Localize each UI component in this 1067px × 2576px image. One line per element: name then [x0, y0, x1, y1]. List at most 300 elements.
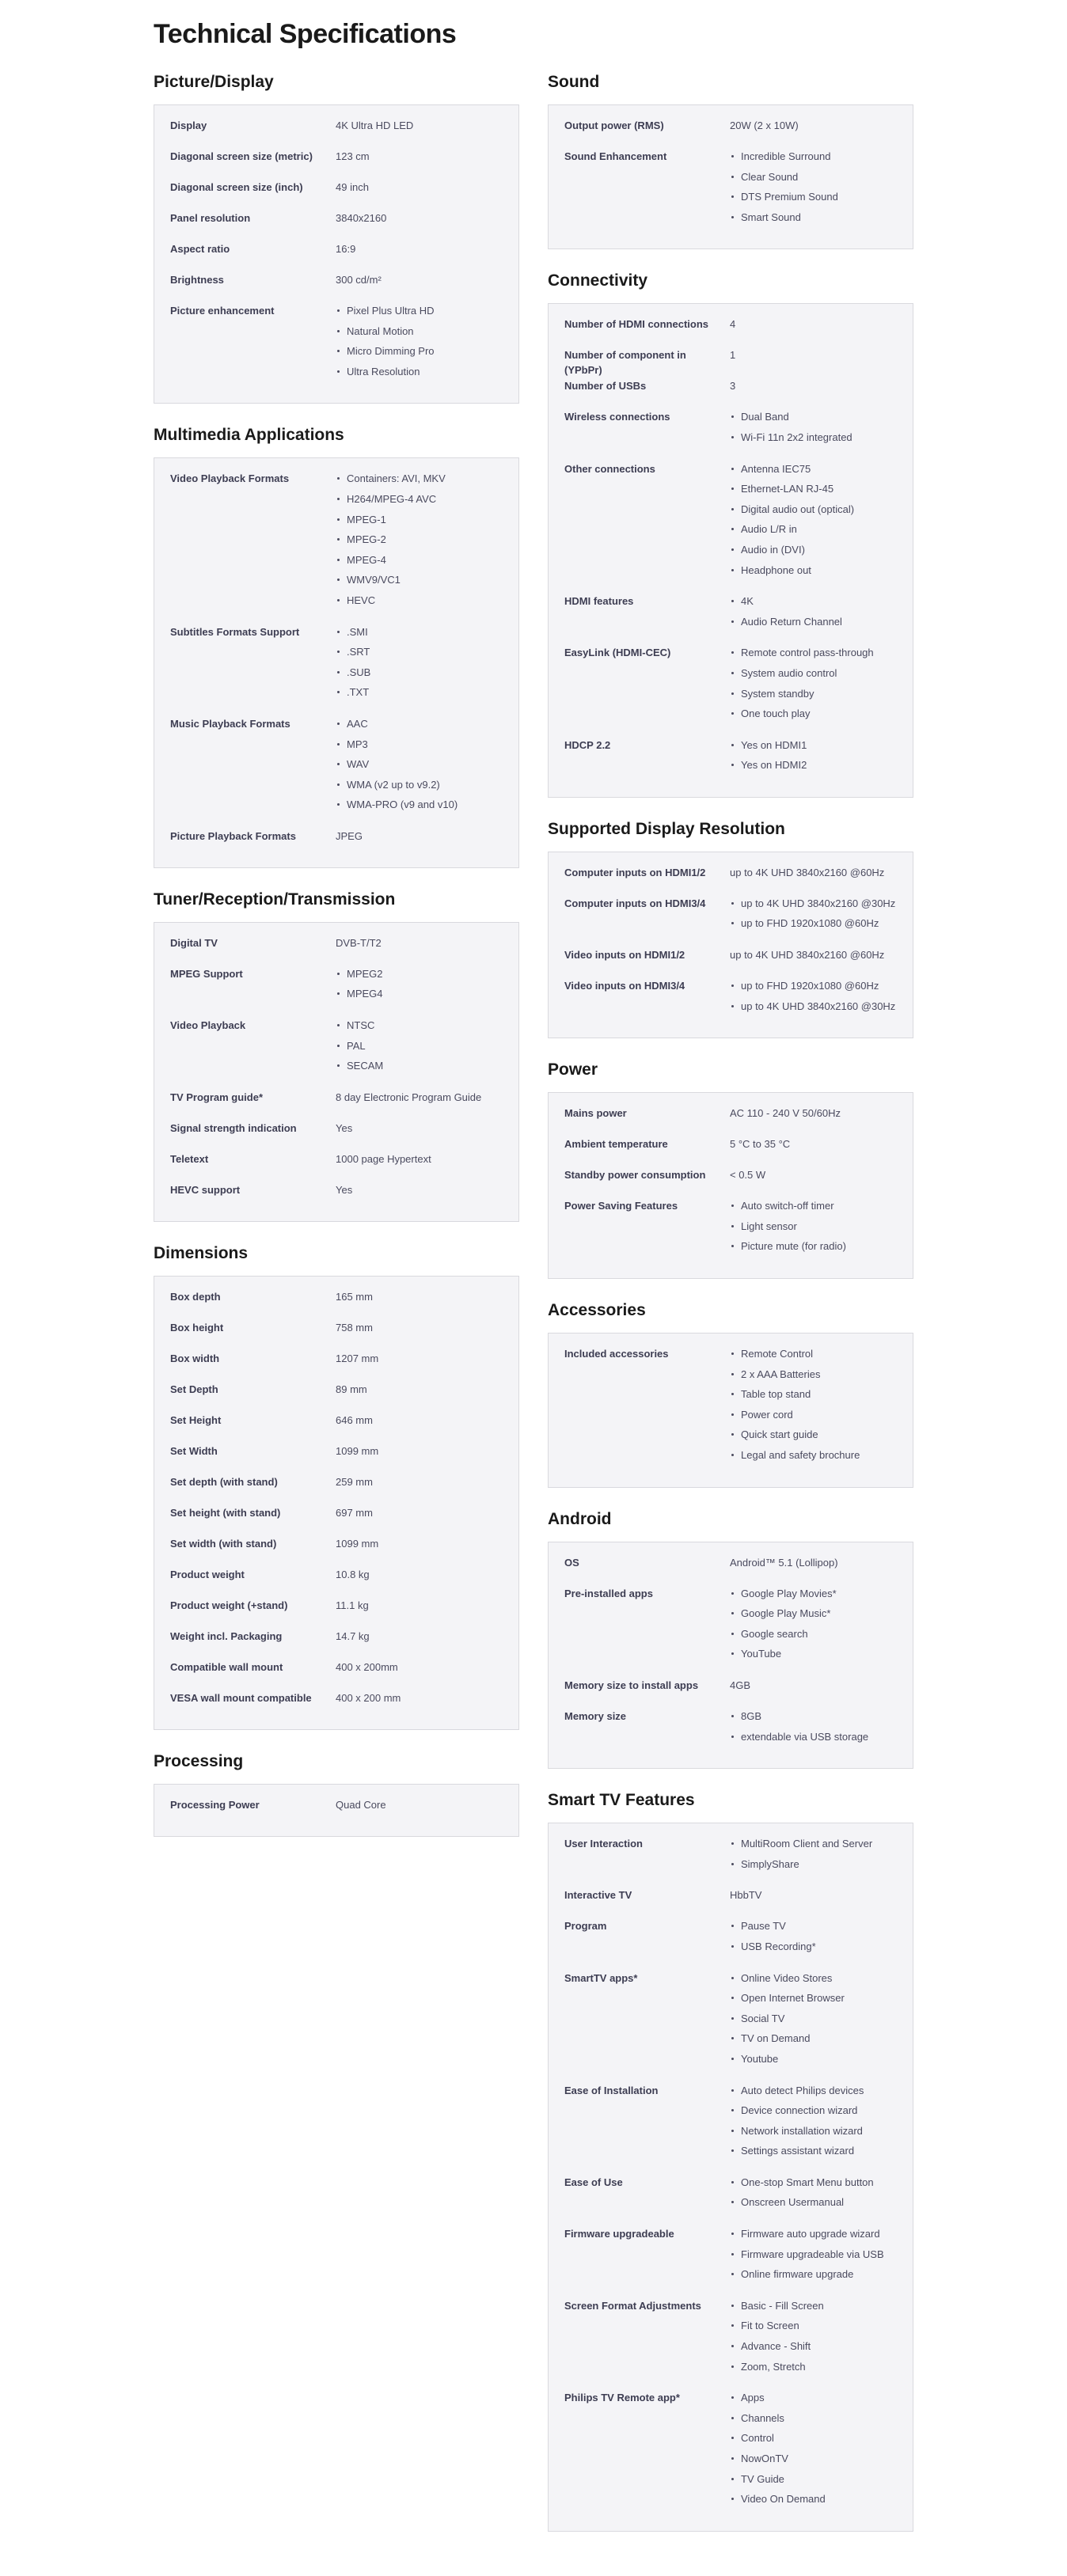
spec-value: 14.7 kg: [336, 1629, 370, 1642]
section-title: Sound: [548, 73, 600, 91]
spec-label: Teletext: [170, 1152, 209, 1165]
spec-value: 3840x2160: [336, 212, 387, 224]
spec-row: [170, 1121, 503, 1151]
list-item: H264/MPEG-4 AVC: [336, 491, 503, 506]
section-processing: [154, 1751, 519, 1837]
list-item: NTSC: [336, 1018, 503, 1033]
spec-card: [548, 1092, 913, 1279]
spec-label: Picture enhancement: [170, 305, 275, 317]
list-item: Table top stand: [730, 1387, 897, 1402]
spec-label: Video Playback: [170, 1019, 246, 1032]
list-item: WMA (v2 up to v9.2): [336, 777, 503, 792]
list-item: MPEG-1: [336, 512, 503, 527]
list-item: TV Guide: [730, 2472, 897, 2487]
list-item: Fit to Screen: [730, 2318, 897, 2333]
spec-value: [730, 149, 897, 230]
list-item: System standby: [730, 686, 897, 701]
spec-value: 8 day Electronic Program Guide: [336, 1091, 482, 1103]
spec-row: [170, 1690, 503, 1721]
list-item: .SUB: [336, 665, 503, 680]
spec-row: [564, 461, 897, 594]
spec-value: 300 cd/m²: [336, 274, 382, 286]
spec-value-list: [730, 594, 897, 629]
spec-value: [730, 978, 897, 1019]
spec-label: Video Playback Formats: [170, 472, 290, 485]
spec-value-list: [336, 966, 503, 1002]
spec-row: [564, 2175, 897, 2226]
spec-label: TV Program guide*: [170, 1091, 264, 1103]
spec-value: 123 cm: [336, 150, 370, 162]
spec-value: 758 mm: [336, 1321, 373, 1334]
section-smarttv: [548, 1789, 913, 2532]
spec-label: Output power (RMS): [564, 120, 664, 131]
spec-value: [730, 1836, 897, 1876]
spec-row: [170, 1320, 503, 1351]
spec-label: Video inputs on HDMI1/2: [564, 949, 685, 962]
spec-label: Box width: [170, 1352, 220, 1364]
spec-label: Number of USBs: [564, 380, 647, 393]
spec-label: Ease of Installation: [564, 2084, 659, 2096]
list-item: Ethernet-LAN RJ-45: [730, 481, 897, 496]
list-item: up to 4K UHD 3840x2160 @30Hz: [730, 896, 897, 911]
spec-value: < 0.5 W: [730, 1169, 766, 1182]
list-item: Wi-Fi 11n 2x2 integrated: [730, 430, 897, 445]
list-item: Audio in (DVI): [730, 542, 897, 557]
section-title: Power: [548, 1060, 598, 1079]
spec-row: [564, 1709, 897, 1760]
section-title: Picture/Display: [154, 73, 274, 91]
spec-value-list: [730, 2175, 897, 2210]
list-item: Settings assistant wizard: [730, 2143, 897, 2158]
spec-value-list: [730, 1836, 897, 1872]
spec-label: Number of HDMI connections: [564, 318, 709, 331]
list-item: Containers: AVI, MKV: [336, 471, 503, 486]
spec-card: [548, 303, 913, 798]
spec-row: [170, 1660, 503, 1690]
spec-label: VESA wall mount compatible: [170, 1691, 312, 1704]
list-item: Remote control pass-through: [730, 645, 897, 660]
list-item: 4K: [730, 594, 897, 609]
spec-value-list: [730, 738, 897, 773]
spec-value-list: [730, 1586, 897, 1662]
spec-label: Included accessories: [564, 1348, 669, 1360]
list-item: Audio L/R in: [730, 522, 897, 537]
spec-label: Memory size to install apps: [564, 1679, 699, 1691]
spec-label: Computer inputs on HDMI3/4: [564, 897, 706, 909]
list-item: Control: [730, 2430, 897, 2445]
spec-row: [564, 1136, 897, 1167]
spec-value: 697 mm: [336, 1506, 373, 1519]
list-item: SimplyShare: [730, 1857, 897, 1872]
spec-label: Set Height: [170, 1413, 222, 1426]
list-item: .TXT: [336, 685, 503, 700]
section-title: Dimensions: [154, 1243, 249, 1262]
spec-label: Ambient temperature: [564, 1138, 668, 1151]
spec-row: [170, 1182, 503, 1213]
spec-value: 11.1 kg: [336, 1599, 369, 1611]
spec-value-list: [730, 461, 897, 578]
spec-row: [564, 1346, 897, 1479]
spec-card: [154, 922, 519, 1222]
spec-value: 4: [730, 318, 736, 331]
spec-card: [154, 457, 519, 868]
spec-value: 259 mm: [336, 1475, 373, 1488]
list-item: 2 x AAA Batteries: [730, 1367, 897, 1382]
spec-value: [730, 2083, 897, 2164]
spec-value: 16:9: [336, 243, 356, 255]
spec-value: 10.8 kg: [336, 1568, 370, 1580]
spec-row: [170, 1505, 503, 1536]
spec-value: 400 x 200 mm: [336, 1691, 401, 1704]
list-item: Pause TV: [730, 1918, 897, 1933]
spec-value: [730, 2390, 897, 2512]
spec-row: [564, 317, 897, 347]
section-connectivity: [548, 270, 913, 798]
spec-value: AC 110 - 240 V 50/60Hz: [730, 1107, 841, 1120]
list-item: Youtube: [730, 2051, 897, 2066]
spec-label: Diagonal screen size (metric): [170, 150, 313, 162]
spec-label: Box depth: [170, 1290, 221, 1303]
list-item: Zoom, Stretch: [730, 2359, 897, 2374]
spec-value-list: [730, 2298, 897, 2374]
list-item: MPEG-4: [336, 552, 503, 567]
spec-row: [170, 1151, 503, 1182]
spec-value: [730, 738, 897, 778]
spec-card: [548, 1823, 913, 2532]
section-title: Processing: [154, 1751, 244, 1770]
section-tuner: [154, 889, 519, 1222]
list-item: Firmware upgradeable via USB: [730, 2247, 897, 2262]
spec-label: HEVC support: [170, 1183, 241, 1196]
section-title: Supported Display Resolution: [548, 819, 785, 838]
list-item: .SMI: [336, 624, 503, 639]
spec-label: Wireless connections: [564, 411, 670, 423]
list-item: NowOnTV: [730, 2451, 897, 2466]
spec-label: Set width (with stand): [170, 1537, 277, 1550]
section-multimedia: [154, 424, 519, 868]
spec-value-list: [730, 1709, 897, 1744]
spec-value: up to 4K UHD 3840x2160 @60Hz: [730, 866, 885, 878]
spec-row: [564, 645, 897, 737]
spec-value: DVB-T/T2: [336, 936, 382, 949]
spec-label: Set Depth: [170, 1383, 218, 1395]
spec-row: [564, 1836, 897, 1887]
spec-value: HbbTV: [730, 1889, 762, 1902]
spec-row: [564, 2390, 897, 2523]
spec-label: Subtitles Formats Support: [170, 625, 300, 638]
spec-label: Music Playback Formats: [170, 717, 290, 730]
spec-label: Pre-installed apps: [564, 1587, 653, 1599]
spec-value: [336, 624, 503, 705]
spec-label: HDMI features: [564, 595, 634, 608]
spec-label: Processing Power: [170, 1798, 260, 1811]
section-sound: [548, 71, 913, 249]
list-item: Advance - Shift: [730, 2339, 897, 2354]
spec-value-list: [730, 896, 897, 931]
list-item: Legal and safety brochure: [730, 1447, 897, 1463]
spec-row: [564, 978, 897, 1030]
list-item: extendable via USB storage: [730, 1729, 897, 1744]
spec-label: Ease of Use: [564, 2176, 623, 2188]
spec-value: 1207 mm: [336, 1352, 379, 1364]
list-item: Light sensor: [730, 1219, 897, 1234]
list-item: 8GB: [730, 1709, 897, 1724]
list-item: Apps: [730, 2390, 897, 2405]
spec-value: Yes: [336, 1121, 353, 1134]
list-item: Basic - Fill Screen: [730, 2298, 897, 2313]
spec-value: Quad Core: [336, 1798, 386, 1811]
spec-value: [730, 1198, 897, 1259]
spec-label: Computer inputs on HDMI1/2: [564, 866, 706, 878]
spec-row: [564, 865, 897, 896]
spec-value-list: [730, 1971, 897, 2066]
spec-row: [564, 1106, 897, 1136]
spec-label: Signal strength indication: [170, 1121, 297, 1134]
spec-label: Memory size: [564, 1709, 627, 1722]
list-item: Network installation wizard: [730, 2123, 897, 2138]
list-item: Ultra Resolution: [336, 364, 503, 379]
list-item: Micro Dimming Pro: [336, 343, 503, 359]
spec-label: Philips TV Remote app*: [564, 2392, 680, 2404]
section-dimensions: [154, 1242, 519, 1730]
list-item: Digital audio out (optical): [730, 502, 897, 517]
spec-value: [730, 2298, 897, 2379]
spec-row: [170, 1797, 503, 1828]
list-item: One-stop Smart Menu button: [730, 2175, 897, 2190]
spec-value: up to 4K UHD 3840x2160 @60Hz: [730, 949, 885, 962]
spec-value: [730, 645, 897, 726]
spec-value: [730, 1971, 897, 2072]
spec-row: [170, 211, 503, 241]
spec-value: [730, 896, 897, 936]
spec-row: [564, 738, 897, 789]
list-item: up to FHD 1920x1080 @60Hz: [730, 978, 897, 993]
spec-card: [154, 1784, 519, 1837]
spec-value: 20W (2 x 10W): [730, 120, 799, 131]
spec-row: [170, 1536, 503, 1567]
spec-row: [170, 149, 503, 180]
spec-row: [170, 272, 503, 303]
list-item: Auto detect Philips devices: [730, 2083, 897, 2098]
spec-value: 165 mm: [336, 1290, 373, 1303]
list-item: Dual Band: [730, 409, 897, 424]
list-item: Video On Demand: [730, 2491, 897, 2506]
spec-row: [564, 1586, 897, 1678]
spec-row: [170, 1351, 503, 1382]
spec-label: User Interaction: [564, 1838, 643, 1850]
spec-value: [730, 2175, 897, 2215]
spec-row: [564, 149, 897, 241]
list-item: Device connection wizard: [730, 2103, 897, 2118]
section-title: Smart TV Features: [548, 1791, 695, 1810]
list-item: MPEG-2: [336, 532, 503, 547]
spec-value-list: [730, 409, 897, 445]
list-item: Auto switch-off timer: [730, 1198, 897, 1213]
spec-value: [336, 471, 503, 613]
spec-value: 1099 mm: [336, 1537, 379, 1550]
list-item: Firmware auto upgrade wizard: [730, 2226, 897, 2241]
list-item: Pixel Plus Ultra HD: [336, 303, 503, 318]
list-item: WMV9/VC1: [336, 572, 503, 587]
list-item: DTS Premium Sound: [730, 189, 897, 204]
spec-label: Firmware upgradeable: [564, 2228, 674, 2240]
spec-value-list: [730, 2226, 897, 2282]
list-item: .SRT: [336, 644, 503, 659]
spec-label: Product weight: [170, 1568, 245, 1580]
spec-value-list: [336, 303, 503, 379]
list-item: Onscreen Usermanual: [730, 2195, 897, 2210]
spec-value-list: [730, 2083, 897, 2159]
section-title: Android: [548, 1509, 612, 1528]
spec-label: Weight incl. Packaging: [170, 1629, 283, 1642]
spec-label: Product weight (+stand): [170, 1599, 288, 1611]
spec-value: JPEG: [336, 829, 363, 842]
spec-label: Other connections: [564, 462, 655, 475]
spec-value: 400 x 200mm: [336, 1660, 398, 1673]
spec-row: [170, 303, 503, 395]
spec-row: [564, 2298, 897, 2390]
list-item: up to 4K UHD 3840x2160 @30Hz: [730, 999, 897, 1014]
spec-value: 1099 mm: [336, 1444, 379, 1457]
list-item: Headphone out: [730, 563, 897, 578]
spec-label: Video inputs on HDMI3/4: [564, 980, 685, 992]
spec-label: Set Width: [170, 1444, 218, 1457]
list-item: HEVC: [336, 593, 503, 608]
spec-row: [564, 347, 897, 378]
list-item: USB Recording*: [730, 1939, 897, 1954]
spec-card: [154, 104, 519, 404]
spec-row: [170, 1598, 503, 1629]
list-item: MPEG2: [336, 966, 503, 981]
spec-row: [170, 1413, 503, 1444]
section-title: Accessories: [548, 1301, 646, 1320]
list-item: Online firmware upgrade: [730, 2267, 897, 2282]
spec-row: [170, 1090, 503, 1121]
section-resolution: [548, 818, 913, 1038]
spec-label: Program: [564, 1920, 607, 1933]
spec-value: 49 inch: [336, 181, 369, 193]
spec-label: Set height (with stand): [170, 1506, 281, 1519]
section-android: [548, 1508, 913, 1770]
spec-row: [170, 118, 503, 149]
list-item: Google Play Music*: [730, 1606, 897, 1621]
list-item: One touch play: [730, 706, 897, 721]
section-accessories: [548, 1299, 913, 1488]
spec-value: [730, 594, 897, 634]
spec-label: Interactive TV: [564, 1889, 632, 1902]
spec-label: Picture Playback Formats: [170, 829, 296, 842]
spec-label: Aspect ratio: [170, 243, 230, 255]
list-item: Quick start guide: [730, 1427, 897, 1442]
spec-value: [730, 461, 897, 583]
list-item: WMA-PRO (v9 and v10): [336, 797, 503, 812]
spec-row: [170, 1629, 503, 1660]
spec-value: [730, 1709, 897, 1749]
list-item: Smart Sound: [730, 210, 897, 225]
spec-value: [336, 966, 503, 1007]
spec-value: [730, 2226, 897, 2287]
spec-value: 5 °C to 35 °C: [730, 1138, 791, 1151]
spec-card: [548, 1542, 913, 1770]
spec-row: [564, 1678, 897, 1709]
list-item: Picture mute (for radio): [730, 1239, 897, 1254]
spec-row: [564, 2226, 897, 2298]
list-item: Social TV: [730, 2011, 897, 2026]
spec-value: [730, 1586, 897, 1667]
spec-row: [170, 1382, 503, 1413]
section-power: [548, 1059, 913, 1279]
spec-row: [564, 1555, 897, 1586]
section-title: Tuner/Reception/Transmission: [154, 890, 396, 909]
spec-label: Diagonal screen size (inch): [170, 181, 303, 193]
spec-value: [730, 409, 897, 450]
spec-card: [548, 852, 913, 1038]
list-item: SECAM: [336, 1058, 503, 1073]
spec-label: Mains power: [564, 1107, 627, 1120]
spec-label: Brightness: [170, 274, 224, 286]
spec-row: [564, 594, 897, 645]
list-item: MultiRoom Client and Server: [730, 1836, 897, 1851]
spec-row: [170, 624, 503, 716]
list-item: WAV: [336, 757, 503, 772]
list-item: MPEG4: [336, 986, 503, 1001]
list-item: AAC: [336, 716, 503, 731]
list-item: Antenna IEC75: [730, 461, 897, 476]
spec-value-list: [730, 1346, 897, 1463]
spec-value: 646 mm: [336, 1413, 373, 1426]
spec-label: Standby power consumption: [564, 1169, 706, 1182]
spec-row: [564, 409, 897, 461]
spec-row: [564, 2083, 897, 2175]
list-item: Online Video Stores: [730, 1971, 897, 1986]
spec-value: [336, 303, 503, 384]
spec-value-list: [336, 716, 503, 812]
list-item: Open Internet Browser: [730, 1990, 897, 2005]
spec-row: [170, 1567, 503, 1598]
list-item: Channels: [730, 2411, 897, 2426]
list-item: PAL: [336, 1038, 503, 1053]
spec-value: Yes: [336, 1183, 353, 1196]
spec-label: Display: [170, 120, 207, 131]
spec-label: MPEG Support: [170, 967, 243, 980]
spec-value: 89 mm: [336, 1383, 367, 1395]
list-item: Audio Return Channel: [730, 614, 897, 629]
spec-value: Android™ 5.1 (Lollipop): [730, 1556, 838, 1569]
spec-value: [730, 1918, 897, 1959]
spec-row: [170, 1444, 503, 1474]
list-item: YouTube: [730, 1646, 897, 1661]
spec-label: Number of component in (YPbPr): [564, 349, 686, 377]
spec-card: [548, 1333, 913, 1488]
spec-row: [564, 1918, 897, 1970]
spec-value-list: [730, 645, 897, 721]
spec-row: [564, 896, 897, 947]
spec-value-list: [730, 149, 897, 225]
spec-row: [170, 1018, 503, 1090]
spec-label: Digital TV: [170, 936, 218, 949]
spec-row: [170, 471, 503, 624]
spec-label: Power Saving Features: [564, 1200, 678, 1212]
spec-row: [564, 947, 897, 978]
spec-label: Compatible wall mount: [170, 1660, 283, 1673]
right-column: [548, 71, 913, 2552]
list-item: Google Play Movies*: [730, 1586, 897, 1601]
spec-label: HDCP 2.2: [564, 738, 611, 751]
page-title: Technical Specifications: [154, 19, 457, 49]
spec-row: [564, 1887, 897, 1918]
spec-value-list: [730, 2390, 897, 2506]
section-picture: [154, 71, 519, 404]
